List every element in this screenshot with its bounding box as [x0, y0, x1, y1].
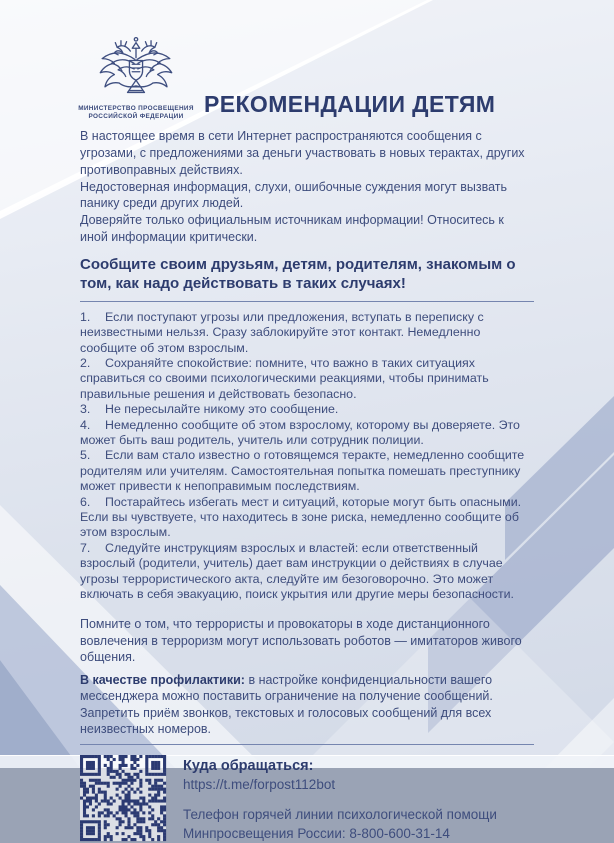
- list-item-text: Сохраняйте спокойствие: помните, что важно в таких ситуациях справиться со своими психологическими реакциями, чтобы принимать правильные решения и действовать безопасно.: [80, 355, 489, 401]
- list-item-number: 6.: [80, 494, 91, 509]
- divider-line-top: [80, 301, 534, 302]
- list-item-number: 5.: [80, 448, 91, 463]
- qr-code: [80, 755, 166, 841]
- list-item-number: 7.: [80, 540, 91, 555]
- hotline-text: [183, 805, 497, 843]
- divider-line-bottom: [80, 744, 534, 745]
- list-item-number: 2.: [80, 355, 91, 370]
- prevention-text: в настройке конфиденциальности вашего мессенджера можно поставить ограничение на получение сообщений. Запретить приём звонков, текстовых и голосовых сообщений для всех неизвестных номеров.: [80, 672, 493, 737]
- page-title: РЕКОМЕНДАЦИИ ДЕТЯМ: [204, 91, 496, 118]
- list-item-number: 4.: [80, 417, 91, 432]
- reminder-paragraph: Помните о том, что террористы и провокаторы в ходе дистанционного вовлечения в терроризм могут использовать роботов — имитаторов живого общения.: [80, 617, 522, 665]
- list-item-number: 3.: [80, 402, 91, 417]
- list-item: [80, 448, 534, 494]
- list-item: [80, 310, 534, 356]
- list-item-text: Постарайтесь избегать мест и ситуаций, которые могут быть опасными. Если вы чувствуете, что находитесь в зоне риска, немедленно сообщите об этом взрослым.: [80, 494, 522, 540]
- intro-paragraph-1: В настоящее время в сети Интернет распространяются сообщения с угрозами, с предложениями за деньги участвовать в новых терактах, других противоправных действиях.: [80, 129, 525, 177]
- list-item-number: 1.: [80, 309, 91, 324]
- telegram-bot-link[interactable]: https://t.me/forpost112bot: [183, 776, 336, 792]
- contact-heading: Куда обращаться:: [183, 757, 314, 774]
- ministry-logo: [80, 34, 192, 120]
- list-item-text: Если поступают угрозы или предложения, вступать в переписку с неизвестными нельзя. Сразу заблокируйте этот контакт. Немедленно сообщите об этом взрослым.: [80, 309, 484, 355]
- ministry-name: [78, 105, 194, 120]
- section-heading: Сообщите своим друзьям, детям, родителям, знакомым о том, как надо действовать в таких случаях!: [80, 255, 516, 293]
- contact-footer: [80, 755, 534, 843]
- ministry-name-line2: РОССИЙСКОЙ ФЕДЕРАЦИИ: [88, 112, 184, 120]
- list-item-text: Не пересылайте никому это сообщение.: [105, 402, 339, 417]
- hotline-line2: Минпросвещения России: 8-800-600-31-14: [183, 825, 450, 841]
- ministry-name-line1: МИНИСТЕРСТВО ПРОСВЕЩЕНИЯ: [78, 105, 194, 112]
- double-headed-eagle-icon: [89, 34, 183, 102]
- intro-paragraph-2: Недостоверная информация, слухи, ошибочные суждения могут вызвать панику среди других людей.: [80, 179, 508, 211]
- header: [80, 34, 534, 120]
- list-item-text: Следуйте инструкциям взрослых и властей: если ответственный взрослый (родители, учитель) дает вам инструкции о действиях в случае угрозы террористического акта, следуйте им безоговорочно. Это может включать в себя эвакуацию, поиск укрытия или другие меры безопасности.: [80, 540, 514, 602]
- list-item: [80, 418, 534, 449]
- prevention-paragraph: [80, 672, 534, 738]
- prevention-lead: В качестве профилактики:: [80, 672, 245, 687]
- hotline-line1: Телефон горячей линии психологической помощи: [183, 806, 497, 822]
- list-item: [80, 495, 534, 541]
- intro-text: [80, 128, 534, 246]
- intro-paragraph-3: Доверяйте только официальным источникам информации! Относитесь к иной информации критически.: [80, 213, 504, 244]
- list-item: [80, 541, 534, 603]
- recommendations-list: [80, 310, 534, 603]
- list-item-text: Если вам стало известно о готовящемся теракте, немедленно сообщите родителям или учителям. Самостоятельная попытка помешать преступнику может привести к непоправимым последствиям.: [80, 448, 525, 494]
- list-item: [80, 356, 534, 402]
- contact-info: [183, 755, 497, 843]
- list-item: [80, 402, 534, 417]
- list-item-text: Немедленно сообщите об этом взрослому, которому вы доверяете. Это может быть ваш родитель, учитель или сотрудник полиции.: [80, 417, 520, 448]
